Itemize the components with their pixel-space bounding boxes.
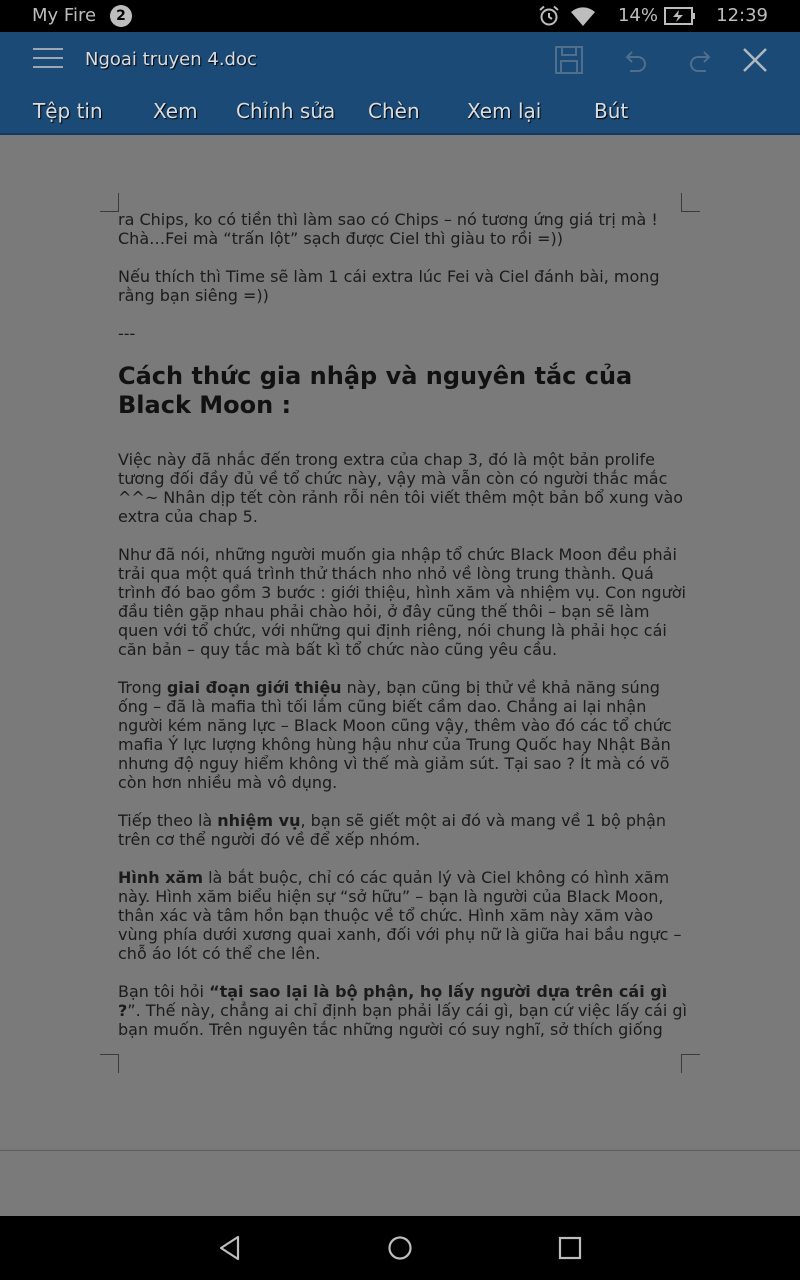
clock: 12:39: [716, 5, 768, 26]
redo-icon[interactable]: [686, 45, 716, 75]
bold-text: giai đoạn giới thiệu: [166, 678, 342, 697]
save-icon[interactable]: [554, 45, 584, 75]
paragraph: [118, 678, 688, 792]
battery-charging-icon: [664, 7, 696, 25]
home-icon[interactable]: [386, 1234, 414, 1262]
paragraph: Việc này đã nhắc đến trong extra của chap 3, đó là một bản prolife tương đối đầy đủ về tổ chức này, vậy mà vẫn còn có người thắc mắc ^^~ Nhân dịp tết còn rảnh rỗi nên tôi viết thêm một bản bổ xung vào extra của chap 5.: [118, 450, 684, 526]
menu-icon[interactable]: [33, 48, 63, 70]
back-icon[interactable]: [216, 1234, 244, 1262]
page-corner-mark: [100, 1054, 119, 1073]
tab-review[interactable]: Xem lại: [467, 99, 542, 123]
paragraph: [118, 811, 688, 849]
carrier-label: My Fire: [32, 5, 97, 26]
text-run: là bắt buộc, chỉ có các quản lý và Ciel không có hình xăm này. Hình xăm biểu hiện sự “sở hữu” – bạn là người của Black Moon, thân xác và tâm hồn bạn thuộc về tổ chức. Hình xăm này xăm vào vùng phía dưới xương quai xanh, đối với phụ nữ là giữa hai bầu ngực – chỗ áo lót có thể che lên.: [118, 868, 682, 963]
bold-text: nhiệm vụ: [217, 811, 301, 830]
tab-insert[interactable]: Chèn: [368, 99, 420, 123]
text-run: , bạn sẽ giết một ai đó và mang về 1 bộ phận trên cơ thể người đó về để xếp nhóm.: [118, 811, 667, 849]
bottom-strip: [0, 1151, 800, 1216]
paragraph: Nếu thích thì Time sẽ làm 1 cái extra lúc Fei và Ciel đánh bài, mong rằng bạn siêng =)): [118, 267, 660, 305]
undo-icon[interactable]: [620, 45, 650, 75]
text-run: ”. Thế này, chẳng ai chỉ định bạn phải lấy cái gì, bạn cứ việc lấy cái gì bạn muốn. Trên nguyên tắc những người có suy nghĩ, sở thích giống: [118, 1001, 687, 1039]
tab-pen[interactable]: Bút: [594, 99, 629, 123]
app-toolbar: [0, 32, 800, 135]
battery-percent: 14%: [617, 5, 658, 26]
document-content[interactable]: [118, 210, 688, 1058]
tab-view[interactable]: Xem: [153, 99, 198, 123]
alarm-icon: [538, 5, 560, 27]
text-run: Trong: [118, 678, 167, 697]
status-bar: [0, 0, 800, 32]
document-title: Ngoai truyen 4.doc: [85, 49, 257, 70]
text-run: Tiếp theo là: [118, 811, 218, 830]
close-icon[interactable]: [740, 45, 770, 75]
separator: ---: [118, 324, 136, 343]
section-heading: Cách thức gia nhập và nguyên tắc của Black Moon :: [118, 362, 633, 419]
bold-text: Hình xăm: [118, 868, 204, 887]
page-corner-mark: [100, 193, 119, 212]
recent-apps-icon[interactable]: [556, 1234, 584, 1262]
wifi-icon: [570, 5, 596, 27]
paragraph: ra Chips, ko có tiền thì làm sao có Chips – nó tương ứng giá trị mà ! Chà…Fei mà “trấn lột” sạch được Ciel thì giàu to rồi =)): [118, 210, 658, 248]
paragraph: Như đã nói, những người muốn gia nhập tổ chức Black Moon đều phải trải qua một quá trình thử thách nho nhỏ về lòng trung thành. Quá trình đó bao gồm 3 bước : giới thiệu, hình xăm và nhiệm vụ. Con người đầu tiên gặp nhau phải chào hỏi, ở đây cũng thế thôi – bạn sẽ làm quen với tổ chức, với những qui định riêng, nói chung là phải học cái căn bản – quy tắc mà bất kì tổ chức nào cũng yêu cầu.: [118, 545, 686, 659]
text-run: này, bạn cũng bị thử về khả năng súng ống – đã là mafia thì tối lắm cũng biết cầm dao. Chẳng ai lại nhận người kém năng lực – Black Moon cũng vậy, thêm vào đó các tổ chức mafia Ý lực lượng không hùng hậu như của Trung Quốc hay Nhật Bản nhưng độ nguy hiểm không vì thế mà giảm sút. Tại sao ? Ít mà có võ còn hơn nhiều mà vô dụng.: [118, 678, 672, 792]
text-run: Bạn tôi hỏi: [118, 982, 210, 1001]
paragraph: [118, 982, 688, 1039]
tab-edit[interactable]: Chỉnh sửa: [236, 99, 336, 123]
bold-text: “tại sao lại là bộ phận, họ lấy người dựa trên cái gì ?: [118, 982, 668, 1020]
notification-count-badge[interactable]: 2: [110, 5, 132, 27]
tab-file[interactable]: Tệp tin: [33, 99, 103, 123]
navigation-bar: [0, 1216, 800, 1280]
paragraph: [118, 868, 688, 963]
